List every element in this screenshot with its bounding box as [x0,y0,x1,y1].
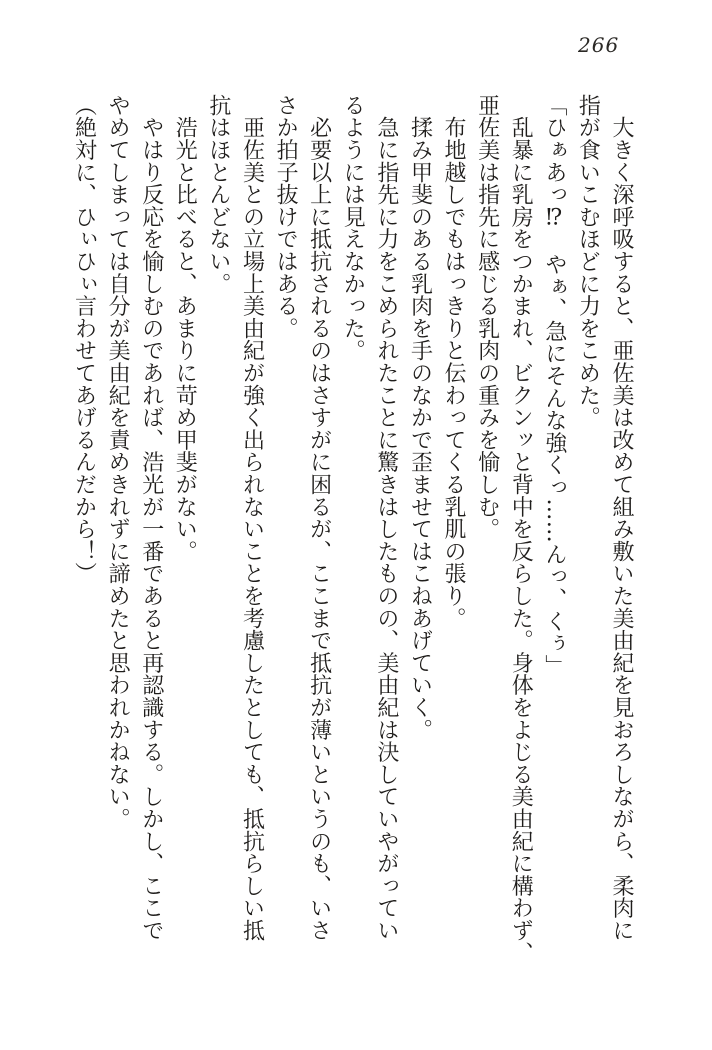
text-line: 亜佐美は指先に感じる乳肉の重みを愉しむ。 [474,94,500,540]
text-line: 必要以上に抵抗されるのはさすがに困るが、ここまで抵抗が薄いというのも、いさ [306,94,332,942]
text-line: 急に指先に力をこめられたことに驚きはしたものの、美由紀は決していやがってい [373,94,399,942]
text-line: 布地越しでもはっきりと伝わってくる乳肌の張り。 [441,94,467,630]
text-line: （絶対に、ひぃひぃ言わせてあげるんだから！） [71,94,97,585]
text-line: 「ひぁあっ⁉ やぁ、急にそんな強くっ……んっ、くぅ」 [541,94,567,677]
text-line: 乱暴に乳房をつかまれ、ビクンッと背中を反らした。身体をよじる美由紀に構わず、 [508,94,534,964]
text-line: やはり反応を愉しむのであれば、浩光が一番であると再認識する。しかし、ここで [138,94,164,942]
text-line: 浩光と比べると、あまりに苛め甲斐がない。 [172,94,198,563]
text-line: やめてしまっては自分が美由紀を責めきれずに諦めたと思われかねない。 [105,94,131,830]
page-text-block [64,94,638,980]
text-line: 抗はほとんどない。 [205,94,231,295]
text-line: るようには見えなかった。 [340,94,366,362]
text-line: 亜佐美との立場上美由紀が強く出られないことを考慮したとしても、抵抗らしい抵 [239,94,265,942]
page-number: 266 [578,33,620,57]
text-line: 揉み甲斐のある乳肉を手のなかで歪ませてはこねあげていく。 [407,94,433,741]
text-line: 大きく深呼吸すると、亜佐美は改めて組み敷いた美由紀を見おろしながら、柔肉に [609,94,634,942]
text-line: さか拍子抜けではある。 [273,94,299,340]
text-line: 指が食いこむほどに力をこめた。 [575,94,601,429]
